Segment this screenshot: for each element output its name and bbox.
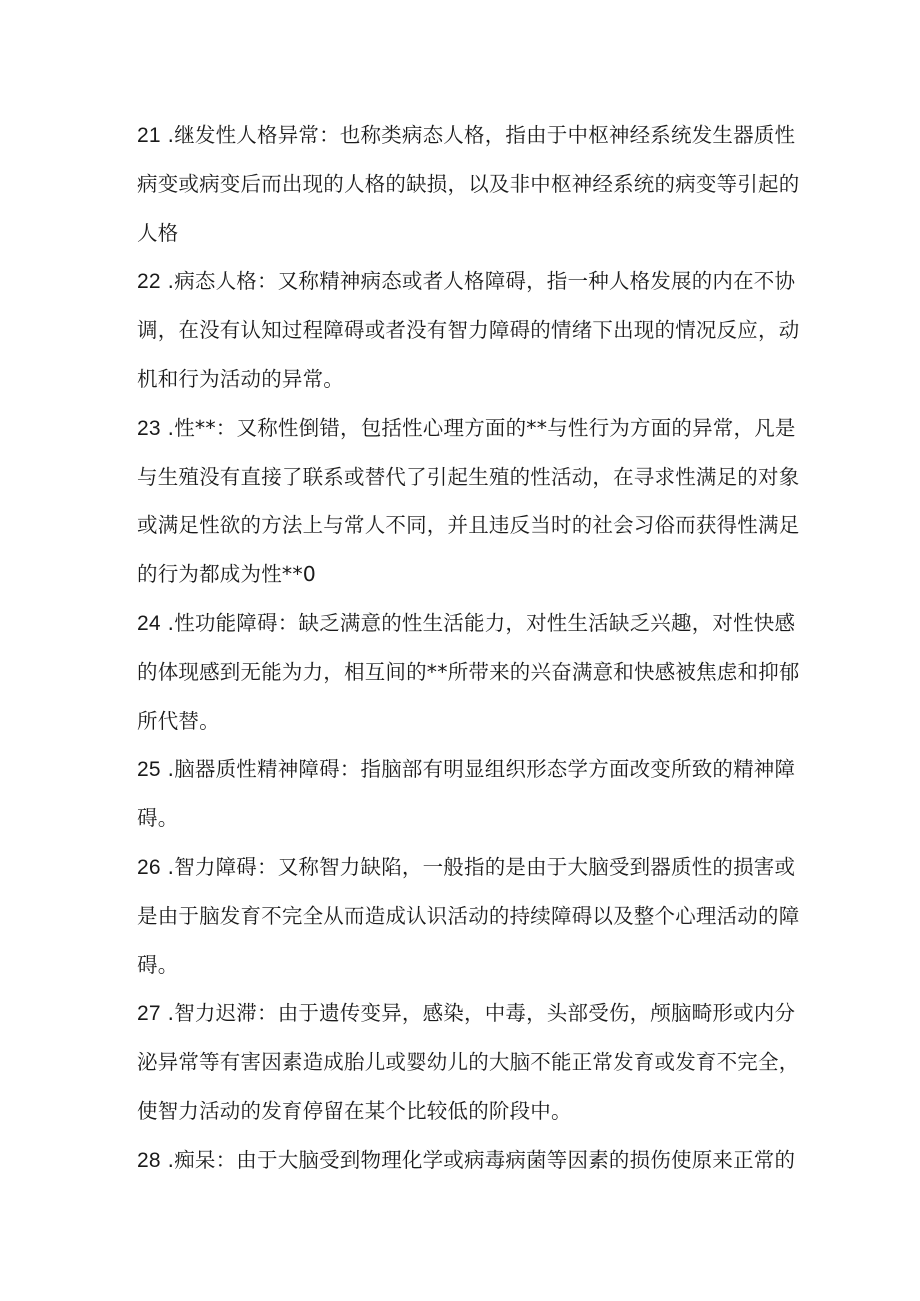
entry-number: 24 (137, 611, 161, 635)
entry-line: 人格 (137, 220, 179, 245)
entry-line: 或满足性欲的方法上与常人不同，并且违反当时的社会习俗而获得性满足 (137, 513, 800, 538)
entry-line (137, 745, 796, 794)
entry-line (137, 404, 796, 453)
entry-text: .性功能障碍：缺乏满意的性生活能力，对性生活缺乏兴趣，对性快感 (167, 610, 796, 635)
entry-line: 是由于脑发育不完全从而造成认识活动的持续障碍以及整个心理活动的障 (137, 903, 800, 928)
entry-text: .性**：又称性倒错，包括性心理方面的**与性行为方面的异常，凡是 (167, 415, 796, 440)
entry-text: .智力迟滞：由于遗传变异，感染，中毒，头部受伤，颅脑畸形或内分 (167, 1001, 796, 1026)
entry-line: 碍。 (137, 952, 179, 977)
entry-line: 病变或病变后而出现的人格的缺损，以及非中枢神经系统的病变等引起的 (137, 171, 800, 196)
entry-24 (137, 599, 800, 745)
entry-line (137, 257, 796, 306)
entry-text: .病态人格：又称精神病态或者人格障碍，指一种人格发展的内在不协 (167, 269, 796, 294)
entry-number: 25 (137, 758, 161, 782)
entry-line (137, 1136, 796, 1185)
entry-number: 27 (137, 1002, 161, 1026)
entry-line: 泌异常等有害因素造成胎儿或婴幼儿的大脑不能正常发育或发育不完全， (137, 1050, 800, 1075)
entry-text: .继发性人格异常：也称类病态人格，指由于中枢神经系统发生器质性 (167, 123, 796, 147)
entry-23 (137, 404, 800, 599)
entry-line (137, 111, 796, 160)
entry-line: 与生殖没有直接了联系或替代了引起生殖的性活动，在寻求性满足的对象 (137, 464, 800, 489)
entry-line: 的行为都成为性**0 (137, 562, 317, 587)
entry-21 (137, 111, 800, 257)
entry-line (137, 989, 796, 1038)
entry-line: 的体现感到无能为力，相互间的**所带来的兴奋满意和快感被焦虑和抑郁 (137, 659, 800, 684)
entry-number: 21 (137, 124, 161, 147)
entry-line: 调，在没有认知过程障碍或者没有智力障碍的情绪下出现的情况反应，动 (137, 318, 800, 343)
entry-25 (137, 745, 796, 843)
entry-27 (137, 989, 800, 1135)
entry-line: 碍。 (137, 806, 179, 831)
entry-number: 23 (137, 416, 161, 440)
entry-line: 使智力活动的发育停留在某个比较低的阶段中。 (137, 1098, 572, 1123)
entry-line (137, 843, 796, 892)
document-body (137, 111, 800, 1185)
entry-number: 22 (137, 270, 161, 294)
entry-number: 28 (137, 1148, 161, 1172)
entry-text: .痴呆：由于大脑受到物理化学或病毒病菌等因素的损伤使原来正常的 (167, 1147, 796, 1172)
entry-line: 所代替。 (137, 708, 220, 733)
entry-22 (137, 257, 800, 403)
entry-number: 26 (137, 855, 161, 879)
entry-text: .脑器质性精神障碍：指脑部有明显组织形态学方面改变所致的精神障 (167, 757, 796, 782)
entry-text: .智力障碍：又称智力缺陷，一般指的是由于大脑受到器质性的损害或 (167, 854, 796, 879)
entry-line (137, 599, 796, 648)
entry-26 (137, 843, 800, 989)
entry-line: 机和行为活动的异常。 (137, 366, 344, 391)
entry-28 (137, 1136, 796, 1185)
